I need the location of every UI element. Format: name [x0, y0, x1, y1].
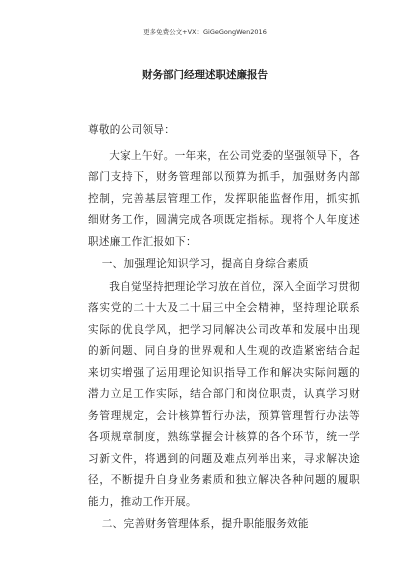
- section-heading-2: 二、完善财务管理体系，提升职能服务效能: [101, 518, 309, 530]
- header-note: 更多免费公文+VX：GiGeGongWen2016: [143, 28, 267, 36]
- document-title: 财务部门经理述职述廉报告: [142, 69, 268, 81]
- document-body: [88, 120, 360, 537]
- intro-paragraph: 大家上午好。一年来，在公司党委的坚强领导下，各部门支持下，财务管理部以预算为抓手，加强财务内部控制，完善基层管理工作，发挥职能监督作用，抓实抓细财务工作，圆满完成各项既定指标。现将个人年度述职述廉工作汇报如下：: [88, 149, 360, 248]
- body-paragraph-1: 我自觉坚持把理论学习放在首位，深入全面学习贯彻落实党的二十大及二十届三中全会精神，坚持理论联系实际的优良学风，把学习同解决公司改革和发展中出现的新问题、同自身的世界观和人生观的改造紧密结合起来切实增强了运用理论知识指导工作和解决实际问题的潜力立足工作实际，结合部门和岗位职责，认真学习财务管理规定，会计核算暂行办法，预算管理暂行办法等各项规章制度，熟练掌握会计核算的各个环节，统一学习新文件，将遇到的问题及难点列举出来，寻求解决途径，不断提升自身业务素质和独立解决各种问题的履职能力，推动工作开展。: [88, 280, 360, 508]
- section-heading-1: 一、加强理论知识学习，提高自身综合素质: [101, 258, 309, 270]
- salutation: 尊敬的公司领导：: [88, 124, 176, 136]
